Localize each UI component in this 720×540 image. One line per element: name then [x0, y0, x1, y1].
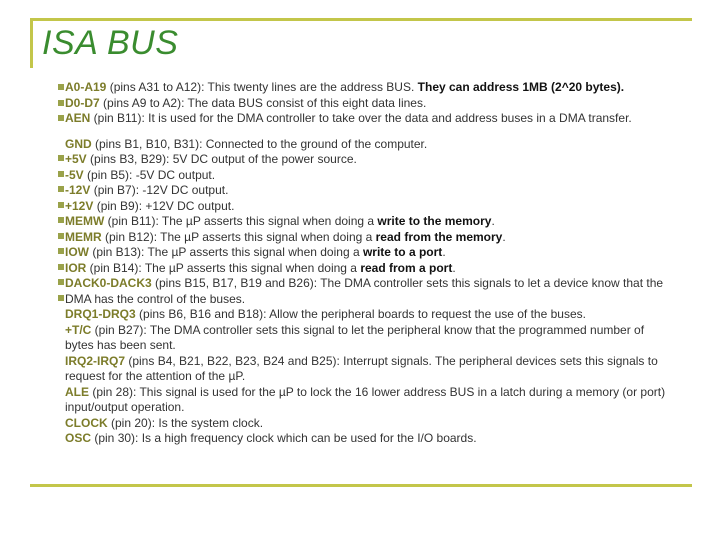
square-bullet-icon [58, 171, 64, 177]
square-bullet-icon [58, 264, 64, 270]
slide-frame-left-rule [30, 18, 33, 68]
list-item: D0-D7 (pins A9 to A2): The data BUS consist of this eight data lines. [65, 95, 427, 110]
square-bullet-icon [58, 233, 64, 239]
square-bullet-icon [58, 279, 64, 285]
slide-frame-top-rule [30, 18, 692, 21]
list-item: DACK0-DACK3 (pins B15, B17, B19 and B26): The DMA controller sets this signals to let a device know that the DMA has the control of the buses. [65, 276, 664, 306]
list-item: IRQ2-IRQ7 (pins B4, B21, B22, B23, B24 and B25): Interrupt signals. The peripheral devices sets this signals to request for the attention of the µP. [65, 353, 658, 383]
square-bullet-icon [58, 295, 64, 301]
square-bullet-icon [58, 186, 64, 192]
slide-frame-bottom-rule [30, 484, 692, 487]
spacer [65, 127, 675, 137]
square-bullet-icon [58, 217, 64, 223]
square-bullet-icon [58, 202, 64, 208]
list-item: -5V (pin B5): -5V DC output. [65, 167, 216, 182]
list-item: MEMW (pin B11): The µP asserts this signal when doing a write to the memory. [65, 214, 495, 228]
list-item: GND (pins B1, B10, B31): Connected to the ground of the computer. [65, 136, 428, 151]
slide-title: ISA BUS [42, 24, 179, 62]
list-item: IOW (pin B13): The µP asserts this signal when doing a write to a port. [65, 245, 446, 259]
list-item: +12V (pin B9): +12V DC output. [65, 198, 235, 213]
square-bullet-icon [58, 100, 64, 106]
list-item: A0-A19 (pins A31 to A12): This twenty lines are the address BUS. They can address 1MB (2^20 bytes). [65, 80, 625, 94]
square-bullet-icon [58, 84, 64, 90]
list-item: +T/C (pin B27): The DMA controller sets this signal to let the peripheral know that the programmed number of bytes has been sent. [65, 322, 645, 352]
list-item: DRQ1-DRQ3 (pins B6, B16 and B18): Allow the peripheral boards to request the use of the buses. [65, 307, 586, 321]
list-item: CLOCK (pin 20): Is the system clock. [65, 415, 264, 430]
list-item: ALE (pin 28): This signal is used for the µP to lock the 16 lower address BUS in a latch during a memory (or port) input/output operation. [65, 384, 666, 414]
square-bullet-icon [58, 115, 64, 121]
list-item: AEN (pin B11): It is used for the DMA controller to take over the data and address buses in a DMA transfer. [65, 111, 632, 125]
square-bullet-icon [58, 155, 64, 161]
bullet-list [65, 80, 675, 447]
list-item: MEMR (pin B12): The µP asserts this signal when doing a read from the memory. [65, 229, 506, 244]
list-item: +5V (pins B3, B29): 5V DC output of the power source. [65, 152, 357, 166]
list-item: OSC (pin 30): Is a high frequency clock which can be used for the I/O boards. [65, 431, 477, 445]
list-item: IOR (pin B14): The µP asserts this signal when doing a read from a port. [65, 260, 456, 275]
list-item: -12V (pin B7): -12V DC output. [65, 183, 229, 197]
square-bullet-icon [58, 248, 64, 254]
